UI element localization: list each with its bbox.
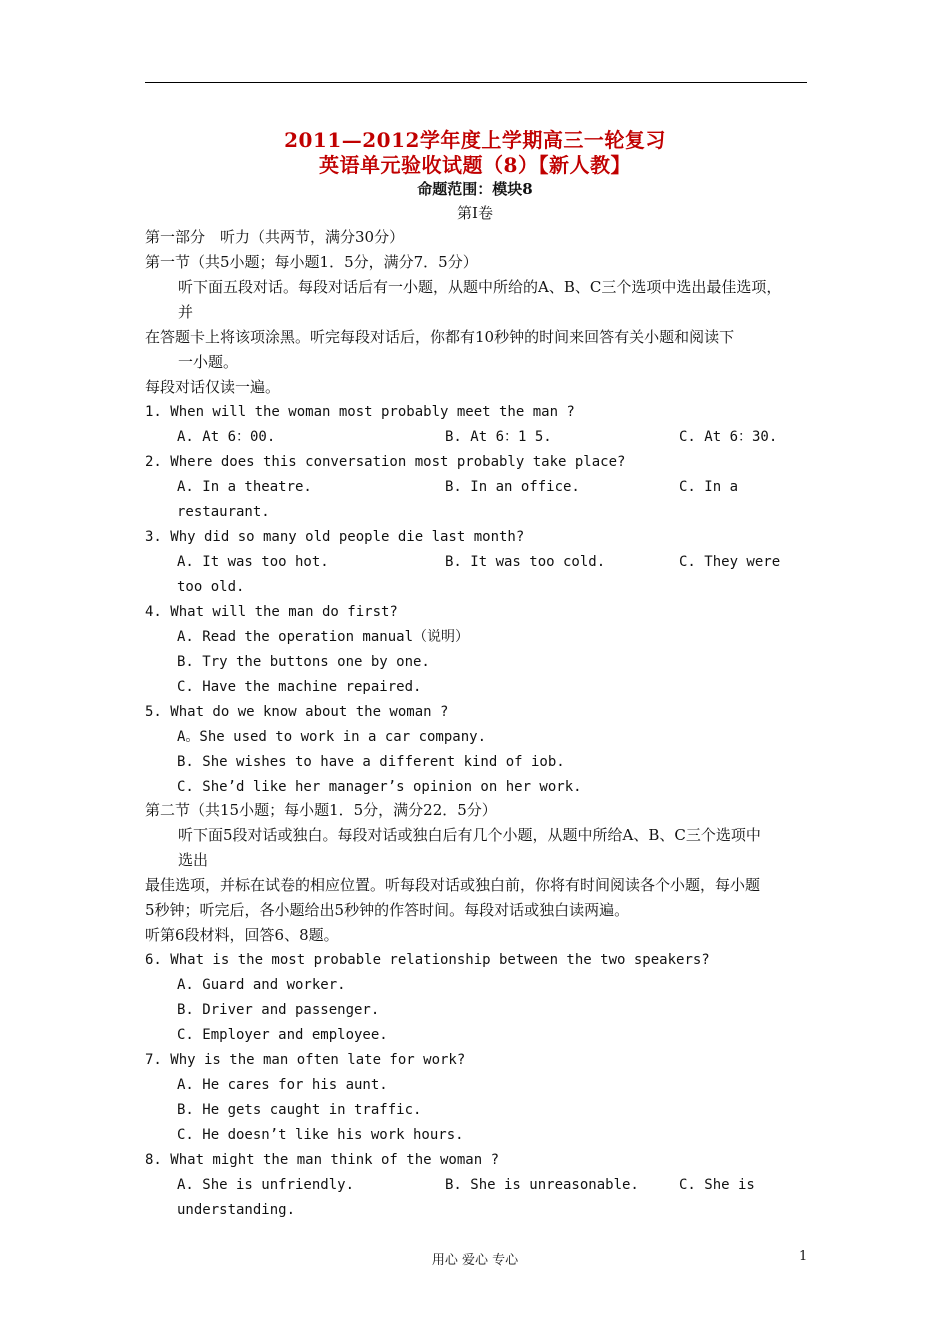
question-6-option-b: B. Driver and passenger. bbox=[177, 1002, 380, 1018]
question-2-option-a: A. In a theatre. bbox=[177, 479, 312, 495]
question-3-option-b: B. It was too cold. bbox=[445, 554, 606, 570]
question-2-option-b: B. In an office. bbox=[445, 479, 580, 495]
question-6-stem: 6. What is the most probable relationship between the two speakers? bbox=[145, 952, 710, 968]
question-2-option-c: C. In a bbox=[679, 479, 739, 495]
question-5-option-b: B. She wishes to have a different kind of iob. bbox=[177, 754, 565, 770]
question-4-stem: 4. What will the man do first? bbox=[145, 604, 398, 620]
question-5-option-a: A。She used to work in a car company. bbox=[177, 729, 487, 745]
question-2-stem: 2. Where does this conversation most probably take place? bbox=[145, 454, 626, 470]
question-5-option-c: C. She’d like her manager’s opinion on her work. bbox=[177, 779, 582, 795]
question-1-option-a: A. At 6：00. bbox=[177, 429, 276, 445]
section2-instruction: 听下面5段对话或独白。每段对话或独白后有几个小题，从题中所给A、B、C三个选项中 bbox=[178, 826, 761, 844]
volume-label: 第Ⅰ卷 bbox=[457, 204, 493, 222]
question-6-option-a: A. Guard and worker. bbox=[177, 977, 346, 993]
title-line-2: 英语单元验收试题（8）【新人教】 bbox=[319, 153, 631, 177]
section1-instruction: 并 bbox=[178, 303, 194, 321]
question-7-option-b: B. He gets caught in traffic. bbox=[177, 1102, 422, 1118]
section1-instruction: 在答题卡上将该项涂黑。听完每段对话后，你都有10秒钟的时间来回答有关小题和阅读下 bbox=[145, 328, 735, 346]
question-2-option-c-cont: restaurant. bbox=[177, 504, 270, 520]
question-8-stem: 8. What might the man think of the woman ? bbox=[145, 1152, 500, 1168]
part1-heading: 第一部分 听力（共两节，满分30分） bbox=[145, 228, 405, 246]
scope-line: 命题范围：模块8 bbox=[417, 180, 533, 198]
question-7-option-a: A. He cares for his aunt. bbox=[177, 1077, 388, 1093]
section1-instruction: 一小题。 bbox=[178, 353, 239, 371]
question-8-option-a: A. She is unfriendly. bbox=[177, 1177, 355, 1193]
question-3-stem: 3. Why did so many old people die last month? bbox=[145, 529, 525, 545]
question-3-option-c: C. They were bbox=[679, 554, 781, 570]
question-5-stem: 5. What do we know about the woman ? bbox=[145, 704, 449, 720]
question-8-option-b: B. She is unreasonable. bbox=[445, 1177, 639, 1193]
question-3-option-a: A. It was too hot. bbox=[177, 554, 329, 570]
question-1-option-b: B. At 6：1 5. bbox=[445, 429, 552, 445]
section2-instruction: 最佳选项，并标在试卷的相应位置。听每段对话或独白前，你将有时间阅读各个小题，每小题 bbox=[145, 876, 761, 894]
question-3-option-c-cont: too old. bbox=[177, 579, 245, 595]
question-1-stem: 1. When will the woman most probably meet the man ? bbox=[145, 404, 575, 420]
question-8-option-c-cont: understanding. bbox=[177, 1202, 296, 1218]
question-4-option-a: A. Read the operation manual（说明） bbox=[177, 629, 470, 645]
section2-instruction: 5秒钟；听完后，各小题给出5秒钟的作答时间。每段对话或独白读两遍。 bbox=[145, 901, 630, 919]
question-8-option-c: C. She is bbox=[679, 1177, 755, 1193]
question-7-option-c: C. He doesn’t like his work hours. bbox=[177, 1127, 464, 1143]
section1-instruction: 听下面五段对话。每段对话后有一小题，从题中所给的A、B、C三个选项中选出最佳选项， bbox=[178, 278, 782, 296]
question-1-option-c: C. At 6：30. bbox=[679, 429, 778, 445]
section2-instruction: 选出 bbox=[178, 851, 209, 869]
question-7-stem: 7. Why is the man often late for work? bbox=[145, 1052, 466, 1068]
question-6-option-c: C. Employer and employee. bbox=[177, 1027, 388, 1043]
header-rule bbox=[145, 82, 807, 83]
section1-heading: 第一节（共5小题；每小题1．5分，满分7．5分） bbox=[145, 253, 478, 271]
section2-instruction: 听第6段材料，回答6、8题。 bbox=[145, 926, 339, 944]
section1-instruction: 每段对话仅读一遍。 bbox=[145, 378, 281, 396]
section2-heading: 第二节（共15小题；每小题1．5分，满分22．5分） bbox=[145, 801, 497, 819]
footer-slogan: 用心 爱心 专心 bbox=[431, 1253, 519, 1268]
question-4-option-c: C. Have the machine repaired. bbox=[177, 679, 422, 695]
question-4-option-b: B. Try the buttons one by one. bbox=[177, 654, 430, 670]
title-line-1: 2011—2012学年度上学期高三一轮复习 bbox=[284, 128, 666, 152]
page-number: 1 bbox=[799, 1249, 808, 1264]
